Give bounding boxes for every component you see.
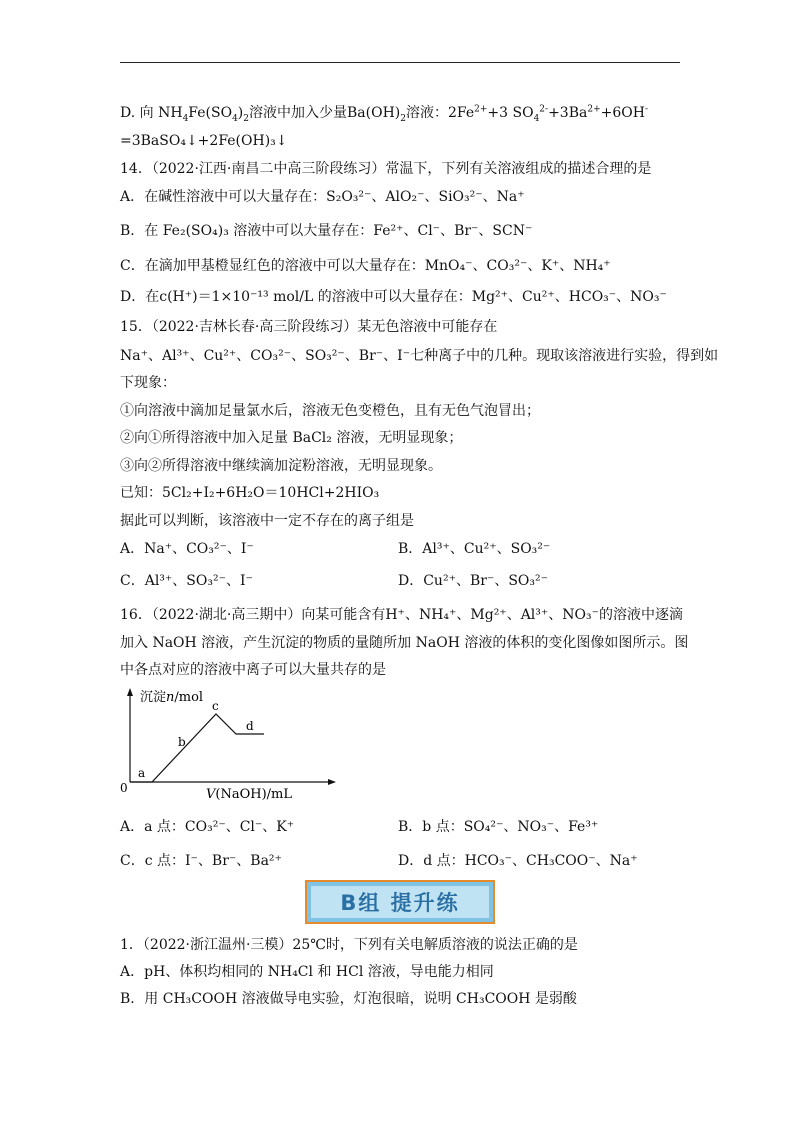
q15-ask: 据此可以判断，该溶液中一定不存在的离子组是 (120, 513, 414, 529)
text: +3 SO (487, 105, 534, 121)
precipitate-graph (118, 686, 338, 804)
origin-label: 0 (120, 781, 128, 795)
q15-ions-cont: 下现象： (120, 375, 176, 391)
option-label: D. (120, 105, 136, 121)
text: 溶液：2Fe (405, 105, 475, 121)
point-d-label: d (246, 719, 254, 733)
q15-stem: 15．（2022·吉林长春·高三阶段练习）某无色溶液中可能存在 (120, 319, 498, 335)
q14-stem: 14．（2022·江西·南昌二中高三阶段练习）常温下，下列有关溶液组成的描述合理的是 (120, 161, 652, 177)
q14-option-b: B．在 Fe₂(SO₄)₃ 溶液中可以大量存在：Fe²⁺、Cl⁻、Br⁻、SCN⁻ (120, 223, 533, 239)
q15-option-c: C．Al³⁺、SO₃²⁻、I⁻ (120, 573, 253, 589)
text: 溶液中加入少量Ba(OH) (249, 105, 401, 121)
sub: 2 (243, 113, 249, 124)
q16-stem-3: 中各点对应的溶液中离子可以大量共存的是 (120, 662, 386, 678)
section-banner-title: B组 提升练 (311, 886, 489, 918)
curve (130, 714, 264, 782)
sub: 4 (182, 113, 189, 124)
q15-option-a: A．Na⁺、CO₃²⁻、I⁻ (120, 541, 254, 557)
q15-option-b: B．Al³⁺、Cu²⁺、SO₃²⁻ (398, 541, 551, 557)
groupb-q1-option-b: B．用 CH₃COOH 溶液做导电实验，灯泡很暗，说明 CH₃COOH 是弱酸 (120, 991, 577, 1007)
groupb-q1-option-a: A．pH、体积均相同的 NH₄Cl 和 HCl 溶液，导电能力相同 (120, 964, 494, 980)
q15-step-3: ③向②所得溶液中继续滴加淀粉溶液，无明显现象。 (120, 458, 442, 474)
text: Fe(SO (188, 105, 233, 121)
x-axis-label: V(NaOH)/mL (206, 787, 292, 802)
section-banner (305, 880, 495, 924)
groupb-q1-stem: 1．（2022·浙江温州·三模）25℃时，下列有关电解质溶液的说法正确的是 (120, 937, 578, 953)
sup: 2+ (474, 104, 488, 115)
sup: 2- (539, 104, 549, 115)
text: 向 NH (139, 105, 183, 121)
q13-option-d-line2: =3BaSO₄↓+2Fe(OH)₃↓ (120, 133, 288, 149)
text: +3Ba (548, 105, 588, 121)
q15-ions: Na⁺、Al³⁺、Cu²⁺、CO₃²⁻、SO₃²⁻、Br⁻、I⁻七种离子中的几种。现取该溶液进行实验，得到如 (120, 348, 719, 364)
q15-option-d: D．Cu²⁺、Br⁻、SO₃²⁻ (398, 573, 549, 589)
point-b-label: b (178, 735, 186, 749)
q14-option-a: A．在碱性溶液中可以大量存在：S₂O₃²⁻、AlO₂⁻、SiO₃²⁻、Na⁺ (120, 189, 525, 205)
q14-option-c: C．在滴加甲基橙显红色的溶液中可以大量存在：MnO₄⁻、CO₃²⁻、K⁺、NH₄⁺ (120, 258, 611, 274)
text: +6OH (600, 105, 645, 121)
header-rule (120, 62, 680, 63)
q16-option-c: C．c 点：I⁻、Br⁻、Ba²⁺ (120, 853, 282, 869)
point-a-label: a (138, 766, 146, 780)
q14-option-d: D．在c(H⁺)＝1×10⁻¹³ mol/L 的溶液中可以大量存在：Mg²⁺、Cu²⁺、HCO₃⁻、NO₃⁻ (120, 289, 667, 305)
q13-option-d (120, 104, 648, 122)
y-axis-label: 沉淀n/mol (140, 690, 204, 705)
text: ) (237, 105, 244, 121)
q16-option-b: B．b 点：SO₄²⁻、NO₃⁻、Fe³⁺ (398, 819, 599, 835)
q16-stem: 16．（2022·湖北·高三期中）向某可能含有H⁺、NH₄⁺、Mg²⁺、Al³⁺、NO₃⁻的溶液中逐滴 (120, 607, 684, 623)
x-axis-arrow (328, 779, 336, 785)
q16-stem-2: 加入 NaOH 溶液，产生沉淀的物质的量随所加 NaOH 溶液的体积的变化图像如图所示。图 (120, 635, 689, 651)
y-axis-arrow (127, 688, 133, 696)
q15-step-1: ①向溶液中滴加足量氯水后，溶液无色变橙色，且有无色气泡冒出； (120, 403, 540, 419)
q16-option-d: D．d 点：HCO₃⁻、CH₃COO⁻、Na⁺ (398, 853, 638, 869)
sup: - (644, 104, 649, 115)
sup: 2+ (587, 104, 601, 115)
sub: 4 (232, 113, 238, 124)
sub: 2 (400, 113, 406, 124)
sub: 4 (533, 113, 540, 124)
point-c-label: c (212, 699, 219, 713)
q15-known: 已知：5Cl₂+I₂+6H₂O＝10HCl+2HIO₃ (120, 485, 380, 501)
q15-step-2: ②向①所得溶液中加入足量 BaCl₂ 溶液，无明显现象； (120, 430, 463, 446)
q16-option-a: A．a 点：CO₃²⁻、Cl⁻、K⁺ (120, 819, 295, 835)
